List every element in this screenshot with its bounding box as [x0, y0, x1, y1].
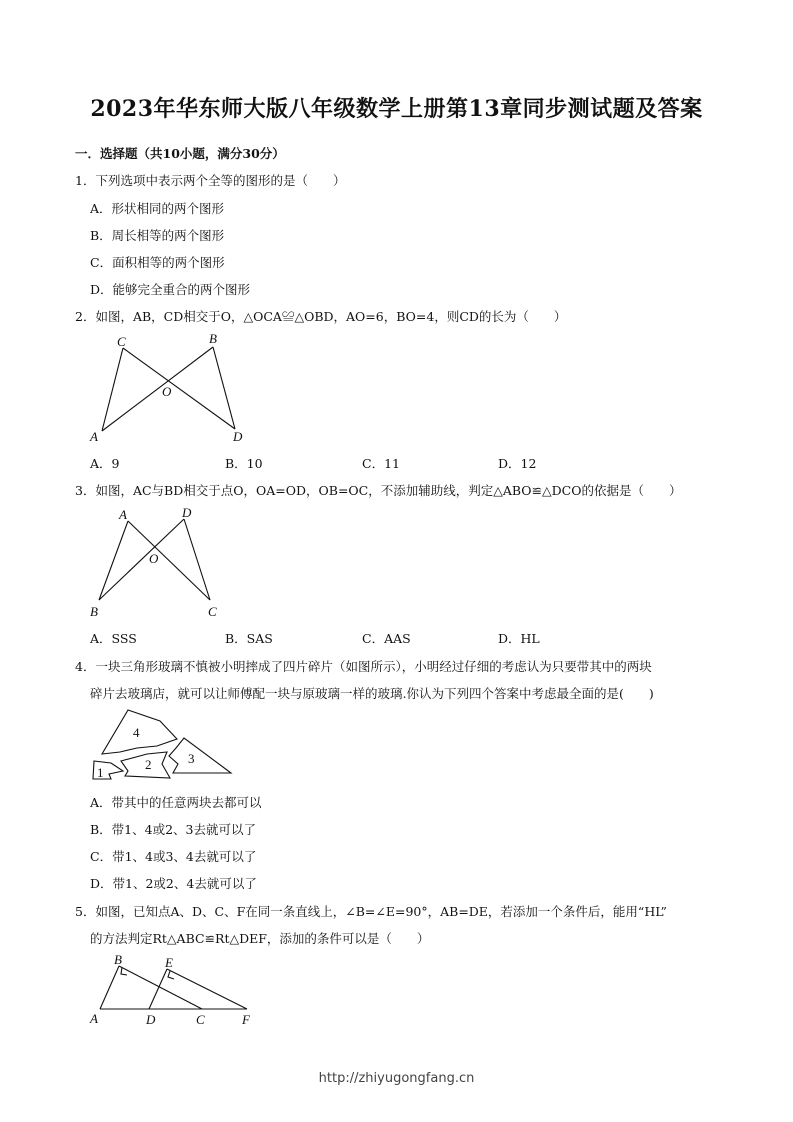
piece-4-label: 4 [133, 725, 140, 740]
label-E: E [165, 955, 173, 970]
label-B: B [114, 952, 122, 967]
label-B: B [209, 331, 217, 346]
question-3-figure [85, 502, 235, 626]
piece-1-label: 1 [97, 765, 104, 780]
question-1-option-b: B．周长相等的两个图形 [90, 228, 225, 243]
question-4-option-d: D．带1、2或2、4去就可以了 [90, 876, 257, 891]
question-3-stem: 3．如图，AC与BD相交于点O，OA=OD，OB=OC，不添加辅助线，判定△ABO≌△DCO的依据是（ ） [75, 483, 682, 498]
label-A: A [90, 1011, 98, 1026]
label-D: D [182, 505, 192, 520]
section-heading: 一．选择题（共10小题，满分30分） [75, 146, 285, 161]
question-4-figure [85, 705, 245, 789]
question-3-option-d: D．HL [498, 631, 540, 646]
label-C: C [196, 1012, 205, 1027]
label-D: D [146, 1012, 156, 1027]
piece-3-label: 3 [188, 751, 195, 766]
question-4-option-a: A．带其中的任意两块去都可以 [90, 795, 262, 810]
label-C: C [208, 604, 217, 619]
label-A: A [119, 507, 127, 522]
piece-2-label: 2 [145, 757, 152, 772]
question-1-stem: 1．下列选项中表示两个全等的图形的是（ ） [75, 173, 346, 188]
question-4-option-c: C．带1、4或3、4去就可以了 [90, 849, 257, 864]
page-title: 2023年华东师大版八年级数学上册第13章同步测试题及答案 [90, 96, 703, 122]
label-B: B [90, 604, 98, 619]
question-2-option-d: D．12 [498, 456, 537, 471]
question-4-stem-line-1: 4．一块三角形玻璃不慎被小明摔成了四片碎片（如图所示），小明经过仔细的考虑认为只要带其中的两块 [75, 659, 652, 674]
question-3-option-c: C．AAS [362, 631, 411, 646]
label-C: C [117, 334, 126, 349]
label-D: D [233, 429, 243, 444]
question-2-option-b: B．10 [225, 456, 263, 471]
label-F: F [242, 1012, 250, 1027]
question-5-figure [85, 950, 265, 1034]
question-1-option-d: D．能够完全重合的两个图形 [90, 282, 251, 297]
label-A: A [90, 429, 98, 444]
question-3-option-b: B．SAS [225, 631, 273, 646]
question-3-option-a: A．SSS [90, 631, 137, 646]
question-2-option-c: C．11 [362, 456, 400, 471]
question-1-option-a: A．形状相同的两个图形 [90, 201, 225, 216]
label-O: O [162, 384, 172, 399]
question-1-option-c: C．面积相等的两个图形 [90, 255, 225, 270]
question-5-stem-line-2: 的方法判定Rt△ABC≌Rt△DEF，添加的条件可以是（ ） [90, 931, 430, 946]
question-2-option-a: A．9 [90, 456, 120, 471]
question-5-stem-line-1: 5．如图，已知点A、D、C、F在同一条直线上，∠B=∠E=90°，AB=DE，若添加一个条件后，能用“HL” [75, 904, 667, 919]
question-2-stem: 2．如图，AB，CD相交于O，△OCA≌△OBD，AO=6，BO=4，则CD的长为（ ） [75, 309, 567, 324]
question-2-figure [85, 330, 255, 452]
question-4-option-b: B．带1、4或2、3去就可以了 [90, 822, 256, 837]
footer-url[interactable]: http://zhiyugongfang.cn [318, 1071, 475, 1086]
label-O: O [149, 551, 159, 566]
question-4-stem-line-2: 碎片去玻璃店，就可以让师傅配一块与原玻璃一样的玻璃.你认为下列四个答案中考虑最全面的是( ) [90, 686, 654, 701]
